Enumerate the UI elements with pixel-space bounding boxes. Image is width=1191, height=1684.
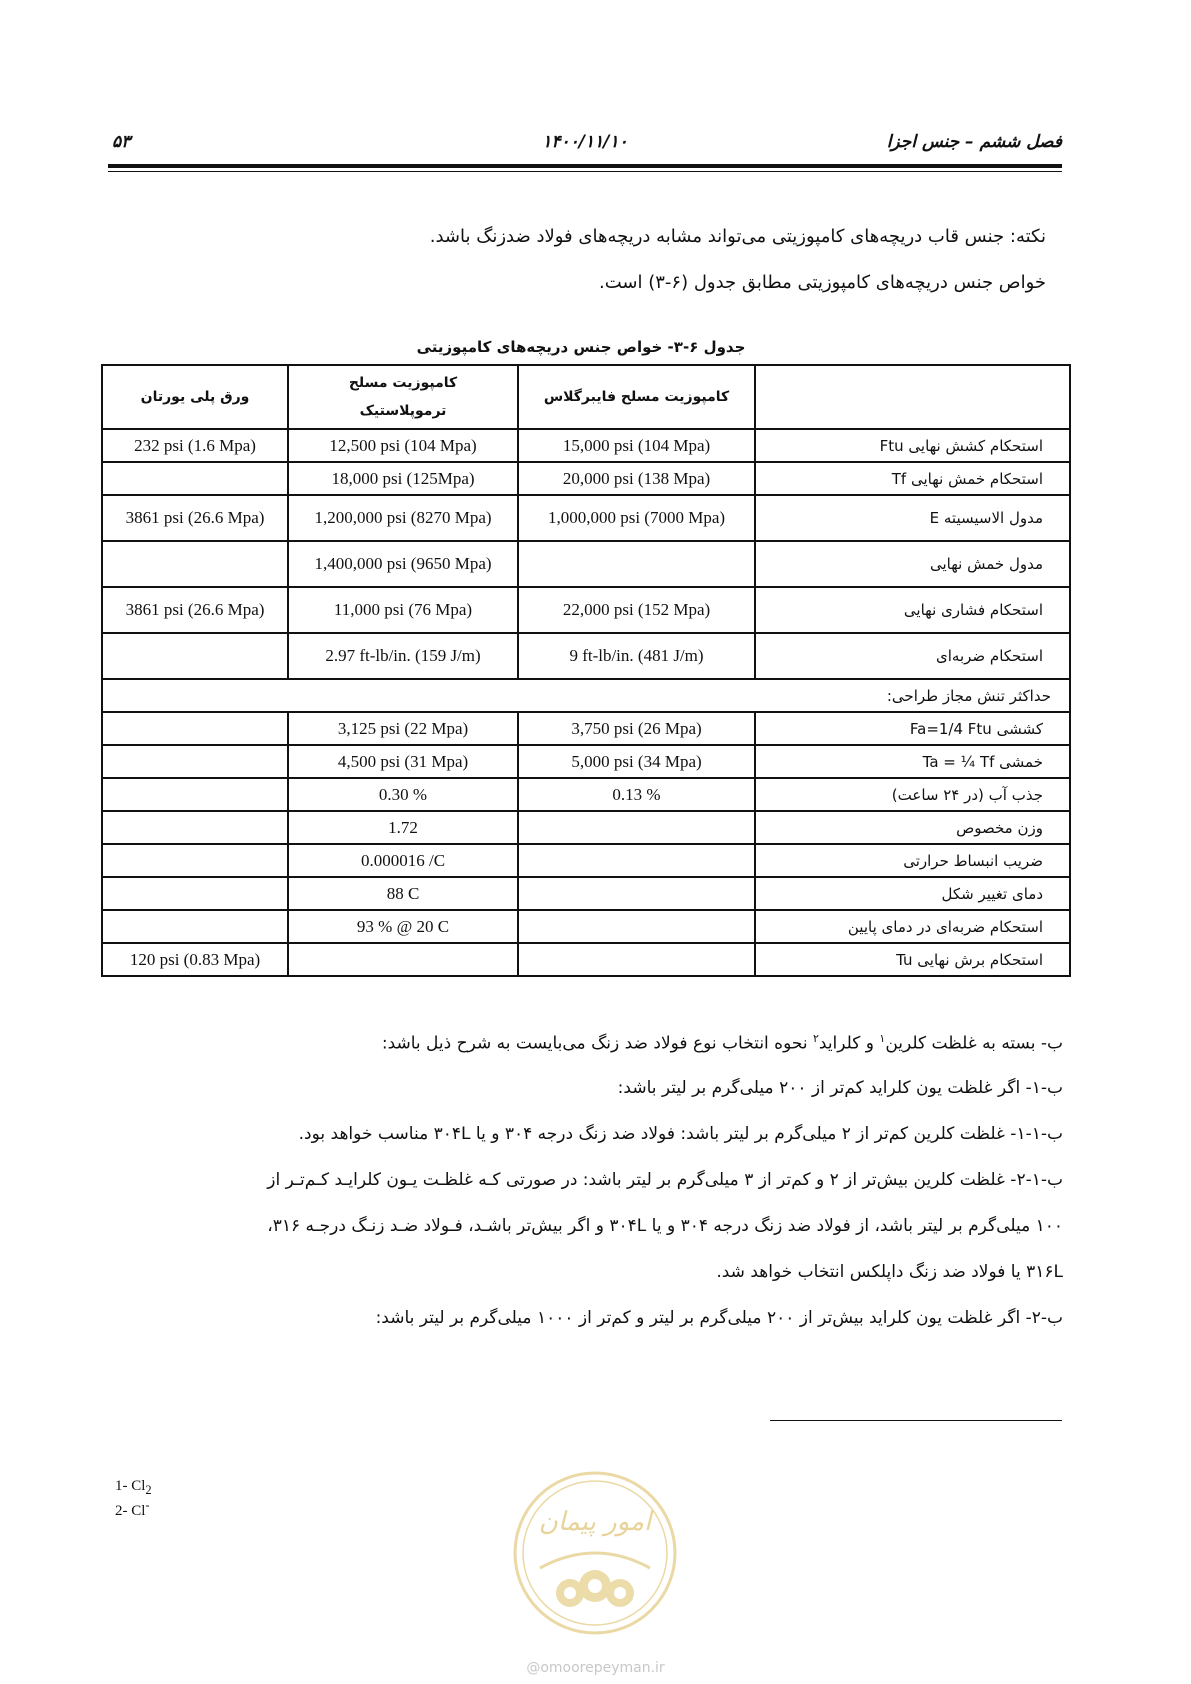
cell-thermoplastic: 1.72	[288, 811, 518, 844]
table-row	[102, 943, 1070, 976]
cell-thermoplastic: 11,000 psi (76 Mpa)	[288, 587, 518, 633]
table-row	[102, 910, 1070, 943]
footnote-2-text: 2- Cl	[115, 1503, 146, 1519]
cell-thermoplastic: 1,200,000 psi (8270 Mpa)	[288, 495, 518, 541]
cell-fiberglass	[518, 943, 755, 976]
row-label: کششی Fa=1/4 Ftu	[755, 712, 1070, 745]
cell-polyurethane	[102, 712, 288, 745]
table-row	[102, 679, 1070, 712]
header-thermoplastic-line1: کامپوزیت مسلح	[348, 375, 458, 391]
cell-polyurethane	[102, 877, 288, 910]
table-row	[102, 811, 1070, 844]
cell-fiberglass: 9 ft-lb/in. (481 J/m)	[518, 633, 755, 679]
header-rule-thin	[108, 171, 1062, 172]
header-date: ۱۴۰۰/۱۱/۱۰	[542, 132, 628, 152]
cell-polyurethane	[102, 745, 288, 778]
row-label: استحکام ضربه‌ای در دمای پایین	[755, 910, 1070, 943]
cell-polyurethane	[102, 844, 288, 877]
page-number: ۵۳	[112, 132, 131, 152]
cell-fiberglass: 3,750 psi (26 Mpa)	[518, 712, 755, 745]
cell-fiberglass	[518, 811, 755, 844]
cell-thermoplastic: 93 % @ 20 C	[288, 910, 518, 943]
footnote-1	[115, 1478, 152, 1498]
paragraph-b-part1: ب- بسته به غلظت کلرین	[885, 1033, 1063, 1054]
cell-thermoplastic: 0.000016 /C	[288, 844, 518, 877]
paragraph-b2: ب-۲- اگر غلظت یون کلراید بیش‌تر از ۲۰۰ میلی‌گرم بر لیتر و کم‌تر از ۱۰۰۰ میلی‌گرم بر لیتر باشد:	[375, 1308, 1063, 1328]
footnote-ref-1: ۱	[879, 1032, 886, 1045]
cell-polyurethane: 120 psi (0.83 Mpa)	[102, 943, 288, 976]
paragraph-b12-line1: ب-۱-۲- غلظت کلرین بیش‌تر از ۲ و کم‌تر از ۳ میلی‌گرم بر لیتر باشد: در صورتی کـه غلظـت یـون کلرایـد کـم‌تـر از	[267, 1170, 1063, 1190]
row-label: استحکام برش نهایی Tu	[755, 943, 1070, 976]
cell-thermoplastic: 3,125 psi (22 Mpa)	[288, 712, 518, 745]
cell-thermoplastic: 18,000 psi (125Mpa)	[288, 462, 518, 495]
footnote-1-subscript: 2	[145, 1483, 152, 1497]
paragraph-b1: ب-۱- اگر غلظت یون کلراید کم‌تر از ۲۰۰ میلی‌گرم بر لیتر باشد:	[617, 1078, 1063, 1098]
footnote-ref-2: ۲	[812, 1032, 819, 1045]
table-row	[102, 495, 1070, 541]
row-label: وزن مخصوص	[755, 811, 1070, 844]
cell-fiberglass	[518, 877, 755, 910]
footnote-rule	[770, 1420, 1062, 1421]
cell-fiberglass: 15,000 psi (104 Mpa)	[518, 429, 755, 462]
watermark-seal-logo	[510, 1468, 680, 1638]
row-label: دمای تغییر شکل	[755, 877, 1070, 910]
row-label: ضریب انبساط حرارتی	[755, 844, 1070, 877]
table-row	[102, 541, 1070, 587]
svg-text:امور پیمان: امور پیمان	[538, 1507, 652, 1537]
row-label: مدول الاسیسیته E	[755, 495, 1070, 541]
cell-polyurethane	[102, 633, 288, 679]
paragraph-b11: ب-۱-۱- غلظت کلرین کم‌تر از ۲ میلی‌گرم بر لیتر باشد: فولاد ضد زنگ درجه ۳۰۴ و یا ۳۰۴L مناسب خواهد بود.	[298, 1124, 1063, 1144]
row-label: استحکام خمش نهایی Tf	[755, 462, 1070, 495]
table-caption: جدول ۶-۳- خواص جنس دریچه‌های کامپوزیتی	[416, 338, 746, 356]
table-row	[102, 429, 1070, 462]
cell-fiberglass: 1,000,000 psi (7000 Mpa)	[518, 495, 755, 541]
cell-thermoplastic	[288, 943, 518, 976]
row-label: استحکام ضربه‌ای	[755, 633, 1070, 679]
row-label: خمشی Ta = ¼ Tf	[755, 745, 1070, 778]
note-paragraph: نکته: جنس قاب دریچه‌های کامپوزیتی می‌تواند مشابه دریچه‌های فولاد ضدزنگ باشد.	[429, 226, 1046, 247]
cell-thermoplastic: 1,400,000 psi (9650 Mpa)	[288, 541, 518, 587]
header-rule-thick	[108, 164, 1062, 168]
cell-polyurethane: 3861 psi (26.6 Mpa)	[102, 587, 288, 633]
table-row	[102, 877, 1070, 910]
footnote-1-text: 1- Cl	[115, 1478, 146, 1494]
cell-thermoplastic: 4,500 psi (31 Mpa)	[288, 745, 518, 778]
header-polyurethane: ورق پلی یورتان	[102, 365, 288, 429]
page-header	[108, 128, 1062, 158]
cell-polyurethane: 3861 psi (26.6 Mpa)	[102, 495, 288, 541]
cell-fiberglass	[518, 910, 755, 943]
paragraph-b	[382, 1032, 1063, 1054]
footnote-2	[115, 1498, 150, 1520]
row-label-merged: حداکثر تنش مجاز طراحی:	[102, 679, 1070, 712]
properties-paragraph: خواص جنس دریچه‌های کامپوزیتی مطابق جدول (۶-۳) است.	[599, 272, 1046, 293]
table-row	[102, 778, 1070, 811]
table-row	[102, 712, 1070, 745]
cell-polyurethane	[102, 541, 288, 587]
paragraph-b-part2: و کلراید	[818, 1033, 880, 1054]
cell-polyurethane	[102, 910, 288, 943]
row-label: مدول خمش نهایی	[755, 541, 1070, 587]
cell-thermoplastic: 2.97 ft-lb/in. (159 J/m)	[288, 633, 518, 679]
table-row	[102, 633, 1070, 679]
header-property	[755, 365, 1070, 429]
cell-polyurethane	[102, 462, 288, 495]
table-row	[102, 844, 1070, 877]
header-fiberglass: کامپوزیت مسلح فایبرگلاس	[518, 365, 755, 429]
table-header-row	[102, 365, 1070, 429]
cell-polyurethane	[102, 811, 288, 844]
cell-fiberglass: 5,000 psi (34 Mpa)	[518, 745, 755, 778]
cell-thermoplastic: 0.30 %	[288, 778, 518, 811]
footnote-2-superscript: -	[145, 1498, 150, 1512]
table-row	[102, 745, 1070, 778]
watermark-url: @omoorepeyman.ir	[526, 1660, 665, 1676]
table-row	[102, 462, 1070, 495]
cell-fiberglass	[518, 541, 755, 587]
row-label: استحکام فشاری نهایی	[755, 587, 1070, 633]
chapter-title: فصل ششم – جنس اجزا	[886, 132, 1062, 152]
paragraph-b-part3: نحوه انتخاب نوع فولاد ضد زنگ می‌بایست به شرح ذیل باشد:	[381, 1033, 813, 1054]
paragraph-b12-line2: ۱۰۰ میلی‌گرم بر لیتر باشد، از فولاد ضد زنگ درجه ۳۰۴ و یا ۳۰۴L و اگر بیش‌تر باشـد، فـولاد ضـد زنـگ درجـه ۳۱۶،	[267, 1216, 1063, 1236]
header-thermoplastic	[288, 365, 518, 429]
cell-polyurethane: 232 psi (1.6 Mpa)	[102, 429, 288, 462]
cell-thermoplastic: 88 C	[288, 877, 518, 910]
cell-fiberglass: 0.13 %	[518, 778, 755, 811]
cell-fiberglass	[518, 844, 755, 877]
cell-fiberglass: 22,000 psi (152 Mpa)	[518, 587, 755, 633]
cell-thermoplastic: 12,500 psi (104 Mpa)	[288, 429, 518, 462]
cell-polyurethane	[102, 778, 288, 811]
table-row	[102, 587, 1070, 633]
cell-fiberglass: 20,000 psi (138 Mpa)	[518, 462, 755, 495]
row-label: جذب آب (در ۲۴ ساعت)	[755, 778, 1070, 811]
row-label: استحکام کشش نهایی Ftu	[755, 429, 1070, 462]
properties-table	[101, 364, 1071, 977]
paragraph-b12-line3: ۳۱۶L یا فولاد ضد زنگ داپلکس انتخاب خواهد شد.	[716, 1262, 1063, 1282]
header-thermoplastic-line2: ترموپلاستیک	[359, 403, 447, 419]
